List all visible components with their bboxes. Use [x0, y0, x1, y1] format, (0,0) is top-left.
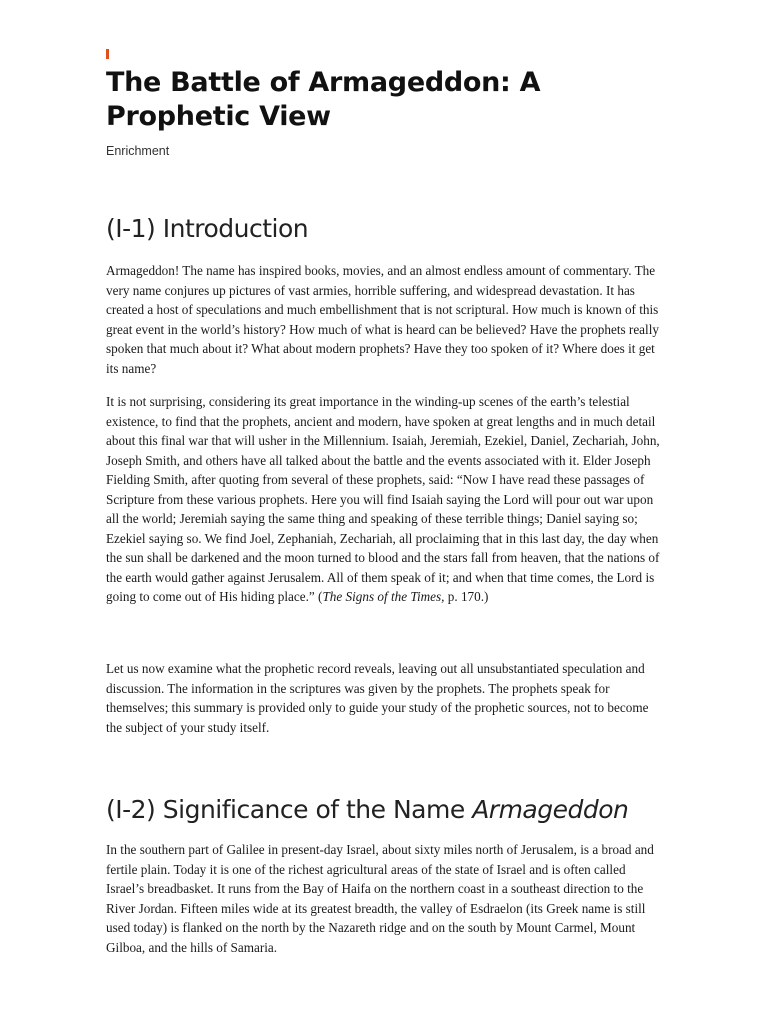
- intro-paragraph-1: Armageddon! The name has inspired books, movies, and an almost endless amount of commentary. The very name conjures up pictures of vast armies, horrible suffering, and widespread devastation. It has created a host of speculations and much embellishment that is not scriptural. How much is known of this great event in the world’s history? How much of what is heard can be believed? Have the prophets really spoken that much about it? What about modern prophets? Have they too spoken of it? Where does it get its name?: [106, 263, 659, 376]
- section-heading-name-significance: [106, 794, 628, 826]
- accent-mark: [106, 49, 109, 59]
- article-title: The Battle of Armageddon: A Prophetic View: [106, 67, 541, 132]
- heading-text: (I-1) Introduction: [106, 214, 309, 243]
- intro-paragraph-3: Let us now examine what the prophetic record reveals, leaving out all unsubstantiated speculation and discussion. The information in the scriptures was given by the prophets. The prophets speak for themselves; this summary is provided only to guide your study of the prophetic sources, not to become the subject of your study itself.: [106, 661, 649, 735]
- intro-paragraph-2: [106, 392, 666, 607]
- article-category: Enrichment: [106, 144, 170, 158]
- citation-tail: p. 170.): [444, 589, 489, 604]
- heading-italic-text: Armageddon: [472, 795, 629, 824]
- citation-title: The Signs of the Times,: [322, 589, 445, 604]
- section-heading-introduction: [106, 213, 308, 245]
- heading-text: (I-2) Significance of the Name: [106, 795, 473, 824]
- intro-paragraph-2-text: It is not surprising, considering its great importance in the winding-up scenes of the earth’s telestial existence, to find that the prophets, ancient and modern, have spoken at great lengths and in much detail about this final war that will usher in the Millennium. Isaiah, Jeremiah, Ezekiel, Daniel, Zechariah, John, Joseph Smith, and others have all talked about the battle and the events associated with it. Elder Joseph Fielding Smith, after quoting from several of these prophets, said: “Now I have read these passages of Scripture from these various prophets. Here you will find Isaiah saying the Lord will pour out war upon all the world; Jeremiah saying the same thing and speaking of these terrible things; Daniel saying so; Ezekiel saying so. We find Joel, Zephaniah, Zechariah, all proclaiming that in this last day, the day when the sun shall be darkened and the moon turned to blood and the stars fall from heaven, that the nations of the earth would gather against Jerusalem. All of them speak of it; and when that time comes, the Lord is going to come out of His hiding place.” (: [106, 394, 660, 604]
- significance-paragraph-1: In the southern part of Galilee in present-day Israel, about sixty miles north of Jerusalem, is a broad and fertile plain. Today it is one of the richest agricultural areas of the state of Israel and is often called Israel’s breadbasket. It runs from the Bay of Haifa on the northern coast in a southeast direction to the River Jordan. Fifteen miles wide at its greatest breadth, the valley of Esdraelon (its Greek name is still used today) is flanked on the north by the Nazareth ridge and on the south by Mount Carmel, Mount Gilboa, and the hills of Samaria.: [106, 842, 654, 955]
